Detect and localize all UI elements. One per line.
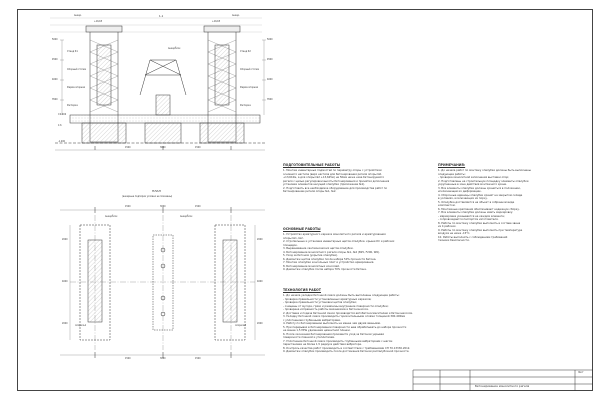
- plan-right-dim-1: 2000: [257, 238, 263, 241]
- plan-title: ПЛАН: [152, 189, 161, 193]
- stage-line: 3. Выравнивание сантехнических щитов опалубки.: [283, 247, 354, 250]
- plan-left-label: опора №1: [75, 324, 87, 327]
- note-line: укрупненные в зоне действия монтажного крана.: [438, 183, 507, 186]
- plan-bottom-dim-2: 3000: [160, 357, 166, 360]
- right-tag: Анкер.: [232, 14, 240, 17]
- plan-top-tag-2: Анкерблок: [180, 215, 193, 218]
- note-line: 9. Работы по монтажу опалубки выполнять при температуре: [438, 228, 523, 232]
- tech-line: 5. При перерывах в бетонировании поверхности шва обрабатывать до набора прочности: [283, 325, 407, 329]
- left-level-top: +16,65: [94, 20, 103, 23]
- left-footing: [82, 123, 126, 143]
- anchor-block-label: Анкерблок: [168, 47, 181, 50]
- right-height-1: 5000: [267, 38, 273, 41]
- plan-top-dim-1: 1500: [125, 205, 131, 208]
- right-crossbeam: [204, 26, 240, 32]
- left-callout-2: Опорный столик: [67, 68, 87, 71]
- plan-subtitle: (анкерные подпорки условно не показаны): [122, 195, 173, 198]
- stage-line: 2. Стропильные и установка инвентарных щитов опалубки. крыши КС и рабочих: [283, 240, 395, 243]
- note-line: - сопровождается паспортом изготовителя.: [438, 218, 499, 221]
- note-line: исключающем их деформацию.: [438, 190, 482, 193]
- prep-works-block: [283, 164, 411, 194]
- prep-line: бетонированию ригеля опоры №1, №2.: [283, 190, 337, 193]
- tech-line: 2. Доставка и подача бетонной смеси производится автобетоносмесителем и бетононасосом.: [283, 311, 413, 315]
- section-bottom-dim-3: 1500: [195, 146, 201, 149]
- right-height-2: 4500: [267, 58, 273, 61]
- prep-line: 1. Монтаж инвентарных подмостей по периметру опоры с устройством: [283, 169, 382, 172]
- stage-line: 7. Монтаж опалубки консольных плит и устройство армирования.: [283, 261, 375, 264]
- tech-line: 3. Укладку бетонной смеси производить горизонтальными слоями толщиной 300-400мм: [283, 315, 406, 318]
- tech-line: поверхности пленкой и утеплителем.: [283, 336, 335, 339]
- note-line: 7. Все элементы опалубки должны иметь маркировку:: [438, 211, 514, 214]
- right-callout-3: Ферма опорная: [240, 86, 258, 89]
- main-works-title: ОСНОВНЫЕ РАБОТЫ: [283, 227, 321, 231]
- base-label-3: -1.200: [58, 140, 66, 143]
- plan-left-dim-1: 2000: [62, 238, 68, 241]
- note-line: 5. Опалубка доставляется на объект в собранном виде: [438, 200, 515, 204]
- note-line: 2. Подготовлены на строительную площадку элементы опалубки: [438, 179, 529, 183]
- note-line: 6. Монтажные крепления обеспечивают надежную сборку.: [438, 207, 520, 211]
- note-line: техники безопасности.: [438, 239, 470, 242]
- stage-line: 6. Демонтаж щитов опалубки после набора 50% прочности бетона.: [283, 257, 377, 261]
- prep-line: установки элементов несущей опалубки (приложение №1).: [283, 183, 366, 186]
- left-crossbeam: [86, 26, 122, 32]
- note-line: 1. До начала работ по монтажу опалубки должны быть выполнены: [438, 169, 531, 172]
- notes-block: [438, 164, 588, 243]
- stage-line: 5. Уход за бетоном (укрытие опалубки).: [283, 254, 338, 257]
- tech-line: 7. Уплотнение бетонной смеси производить глубинными вибраторами с шагом: [283, 339, 393, 343]
- right-height-4: 3500: [267, 98, 273, 101]
- tech-line: перестановки не более 1,5 радиуса действия вибратора.: [283, 343, 362, 346]
- left-height-4: 3500: [52, 98, 58, 101]
- left-callout-3: Ферма опорная: [67, 86, 85, 89]
- right-footing: [200, 123, 244, 143]
- main-works-block: [283, 228, 411, 272]
- technology-block: [283, 289, 583, 354]
- plan-bottom-dim-1: 1500: [125, 357, 131, 360]
- section-label: 1-1: [159, 15, 164, 18]
- left-height-1: 5000: [52, 38, 58, 41]
- prep-line: +13,610м, а для опоры №2 +13,625м) на 50мм ниже низа бетонируемого: [283, 176, 385, 179]
- tech-line: 4. Работу по бетонированию выполнять не менее чем двумя звеньями.: [283, 322, 381, 325]
- plan-top-tag-1: Анкерблок: [105, 215, 118, 218]
- plan-left-dim-2: 4000: [62, 280, 68, 283]
- left-pier-column: [97, 45, 111, 105]
- note-line: - проверка монолитной заполнения выставки опор;: [438, 176, 509, 179]
- prep-line: основного настила (верх настила для бетонирования ригеля опоры №1: [283, 172, 382, 176]
- plan-top-dim-2: 3000: [160, 205, 166, 208]
- note-line: 3. Все элементы опалубки должны храниться в положении,: [438, 186, 521, 190]
- left-height-2: 4500: [52, 58, 58, 61]
- stage-line: 8. Бетонирование монолитных консолей.: [283, 264, 340, 268]
- drawing-name: Бетонирование монолитного ригеля: [475, 384, 530, 388]
- note-line: 8. Работы по монтажу опалубки выполнять в составе звена: [438, 221, 521, 225]
- note-line: в условиях, исключающих их порчу.: [438, 197, 488, 200]
- center-anchor-frame: [140, 60, 186, 115]
- stage-line: опоры №1, №2.: [283, 236, 304, 240]
- tech-line: 8. Контроль качества работ производить в соответствии с требованиями СП 70.13330.2012.: [283, 346, 411, 350]
- section-bottom-dim-2: 3000: [160, 146, 166, 149]
- right-height-3: 4000: [267, 78, 273, 81]
- section-drawing: [50, 18, 266, 150]
- stage-line: 1. Устройство арматурного каркаса монолитного ригеля и арматурования: [283, 233, 386, 236]
- note-line: следующие работы:: [438, 172, 466, 176]
- base-label-2: ±0.000: [58, 113, 67, 116]
- right-callout-4: Распорка: [240, 104, 251, 107]
- note-line: 4. Сборочные единицы опалубки хранят на закрытом складе: [438, 193, 523, 197]
- tech-line: - очищены от мусора, грязи и ржавчины внутренние поверхности опалубки;: [283, 304, 389, 308]
- note-line: - маркировка указывается на каждом элементе;: [438, 214, 505, 218]
- tech-line: - проверка правильности установки щитов опалубки;: [283, 301, 357, 304]
- ground-slab: [70, 115, 260, 123]
- tech-line: 9. Демонтаж опалубки производить после достижения бетоном распалубочной прочности.: [283, 350, 410, 353]
- plan-right-dim-3: 2000: [257, 322, 263, 325]
- plan-right-dim-2: 4000: [257, 280, 263, 283]
- left-height-3: 4000: [52, 78, 58, 81]
- tech-line: с уплотнением глубинными вибраторами.: [283, 318, 341, 322]
- prep-line: 2. Подготовить все необходимое оборудование для производства работ по: [283, 186, 388, 190]
- section-bottom-dim-1: 1500: [125, 146, 131, 149]
- notes-title: ПРИМЕЧАНИЯ:: [438, 163, 466, 167]
- note-line: из 4 рабочих.: [438, 225, 457, 228]
- stage-line: 4. Бетонирование монолитного ригеля опоры №1, №2 (В25, F200, W6).: [283, 250, 380, 254]
- plan-drawing: [60, 207, 265, 358]
- note-line: комплектом.: [438, 204, 456, 207]
- prep-works-title: ПОДГОТОВИТЕЛЬНЫЕ РАБОТЫ: [283, 163, 341, 167]
- left-callout-1: Стенд К1: [67, 50, 78, 53]
- plan-left-dim-3: 2000: [62, 322, 68, 325]
- tech-line: 6. После окончания бетонирования произвести уход за бетоном укрывая: [283, 332, 384, 336]
- right-plan-pier: [223, 240, 237, 322]
- plan-right-label: опора №2: [235, 324, 247, 327]
- technology-title: ТЕХНОЛОГИЯ РАБОТ: [283, 288, 321, 292]
- center-footing: [145, 123, 181, 143]
- tech-line: - проверена исправность работы механизмов и бетононасоса.: [283, 308, 369, 311]
- prep-line: ригеля с целью регулировки высоты бетонирования и принятия дополнения: [283, 179, 390, 183]
- stage-line: 9. Демонтаж опалубки после набора 70% прочности бетона.: [283, 268, 367, 271]
- left-callout-4: Распорка: [67, 104, 78, 107]
- note-line: 10. Работы выполнять с соблюдением требований: [438, 235, 508, 239]
- plan-top-dim-3: 1500: [195, 205, 201, 208]
- plan-bottom-dim-3: 1500: [195, 357, 201, 360]
- tech-line: не менее 1,5 МПа удалением цементной пленки.: [283, 329, 351, 332]
- tech-line: - проверка правильности установленных арматурных каркасов;: [283, 297, 372, 301]
- base-label-1: 1:6: [58, 124, 62, 127]
- note-line: воздуха не ниже -15°С.: [438, 232, 471, 235]
- right-pier-column: [215, 45, 229, 105]
- stage-line: площадок.: [283, 243, 298, 247]
- sheet-label: Лист: [578, 371, 584, 374]
- left-tag: Анкер.: [74, 14, 82, 17]
- right-level-top: +16,65: [212, 20, 221, 23]
- right-callout-1: Стенд К2: [240, 50, 251, 53]
- right-callout-2: Опорный столик: [240, 68, 260, 71]
- tech-line: 1. До начала укладки бетонной смеси должны быть выполнены следующие работы:: [283, 294, 400, 297]
